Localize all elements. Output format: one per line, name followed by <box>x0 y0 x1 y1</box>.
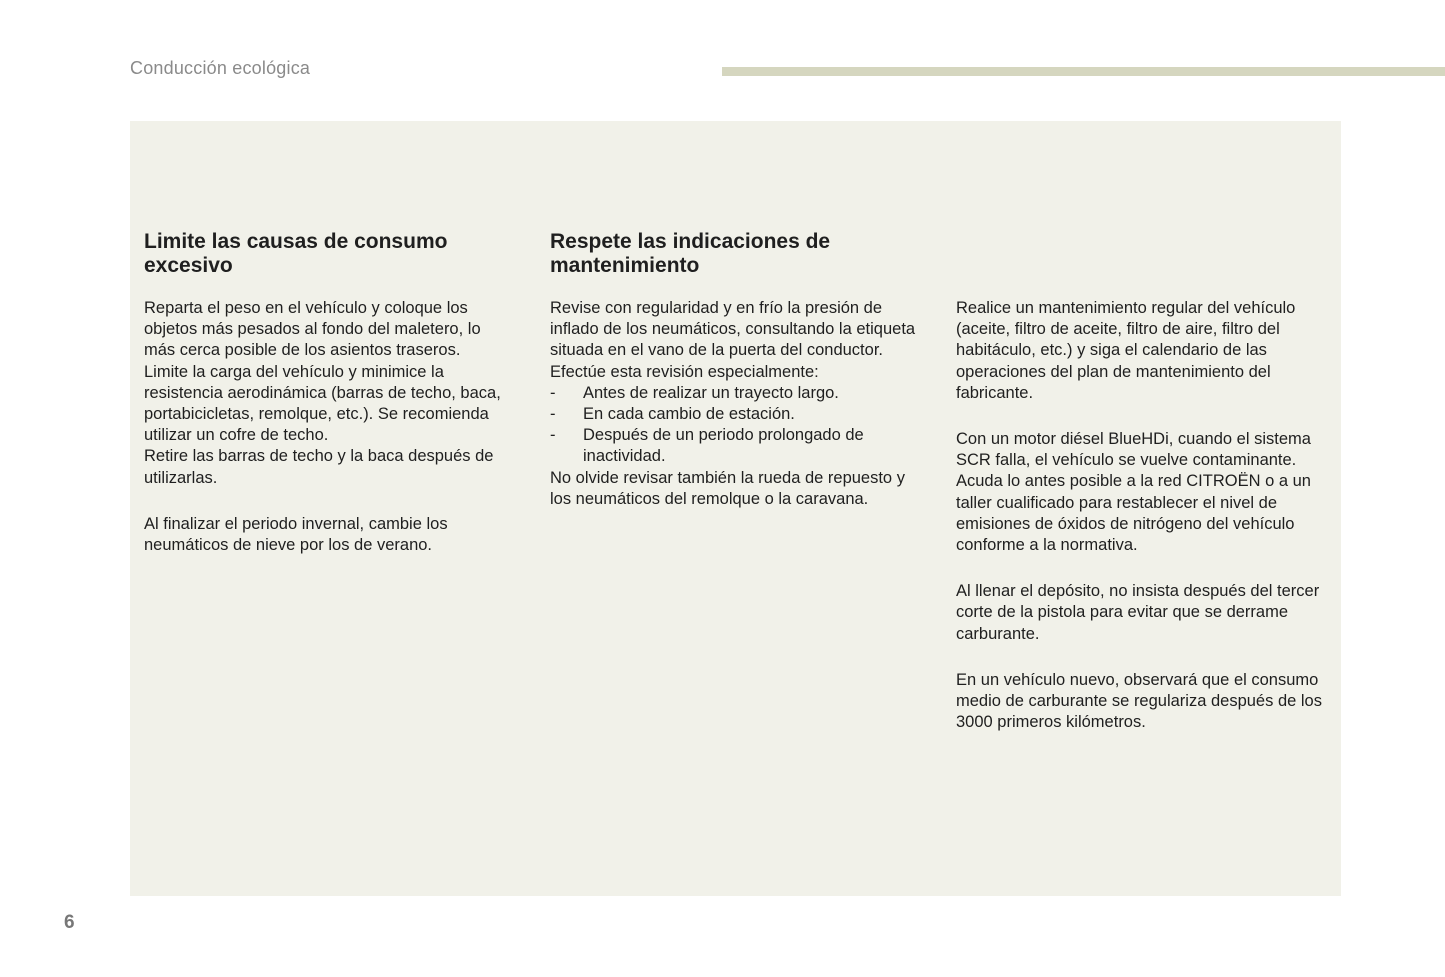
right-paragraph: Realice un mantenimiento regular del vehículo (aceite, filtro de aceite, filtro de aire, filtro del habitáculo, etc.) y siga el calendario de las operaciones del plan de mantenimiento del fabricante. <box>956 299 1296 402</box>
dash-list <box>550 383 922 468</box>
header-rule <box>722 67 1445 76</box>
list-item-text: Después de un periodo prolongado de inactividad. <box>583 426 864 466</box>
page-number: 6 <box>64 912 75 933</box>
column-middle <box>550 230 922 535</box>
list-item-text: En cada cambio de estación. <box>583 405 795 424</box>
left-paragraph: Al finalizar el periodo invernal, cambie los neumáticos de nieve por los de verano. <box>144 514 448 555</box>
middle-outro: No olvide revisar también la rueda de repuesto y los neumáticos del remolque o la caravana. <box>550 468 905 508</box>
list-item <box>550 383 922 404</box>
left-paragraph: Reparta el peso en el vehículo y coloque los objetos más pesados al fondo del maletero, lo más cerca posible de los asientos traseros. <box>144 299 481 360</box>
middle-heading: Respete las indicaciones de mantenimiento <box>550 230 831 277</box>
list-item <box>550 404 922 425</box>
section-title: Conducción ecológica <box>130 58 311 78</box>
dash-mark: - <box>550 383 556 402</box>
right-paragraph: Con un motor diésel BlueHDi, cuando el sistema SCR falla, el vehículo se vuelve contaminante. Acuda lo antes posible a la red CITROËN o a un taller cualificado para restablecer el nivel de emisiones de óxidos de nitrógeno del vehículo conforme a la normativa. <box>956 430 1311 555</box>
right-paragraph: Al llenar el depósito, no insista después del tercer corte de la pistola para evitar que se derrame carburante. <box>956 582 1320 643</box>
content-panel <box>130 121 1341 896</box>
middle-intro-2: Efectúe esta revisión especialmente: <box>550 362 819 381</box>
left-paragraph: Retire las barras de techo y la baca después de utilizarlas. <box>144 447 494 487</box>
list-item-text: Antes de realizar un trayecto largo. <box>583 383 839 402</box>
list-item <box>550 425 922 467</box>
column-left <box>144 230 516 581</box>
column-right <box>956 298 1328 758</box>
right-paragraph: En un vehículo nuevo, observará que el consumo medio de carburante se regulariza después de los 3000 primeros kilómetros. <box>956 670 1322 732</box>
middle-intro: Revise con regularidad y en frío la presión de inflado de los neumáticos, consultando la etiqueta situada en el vano de la puerta del conductor. <box>550 299 916 360</box>
dash-mark: - <box>550 426 556 445</box>
dash-mark: - <box>550 405 556 424</box>
left-heading: Limite las causas de consumo excesivo <box>144 230 448 277</box>
left-paragraph: Limite la carga del vehículo y minimice la resistencia aerodinámica (barras de techo, baca, portabicicletas, remolque, etc.). Se recomienda utilizar un cofre de techo. <box>144 362 501 445</box>
